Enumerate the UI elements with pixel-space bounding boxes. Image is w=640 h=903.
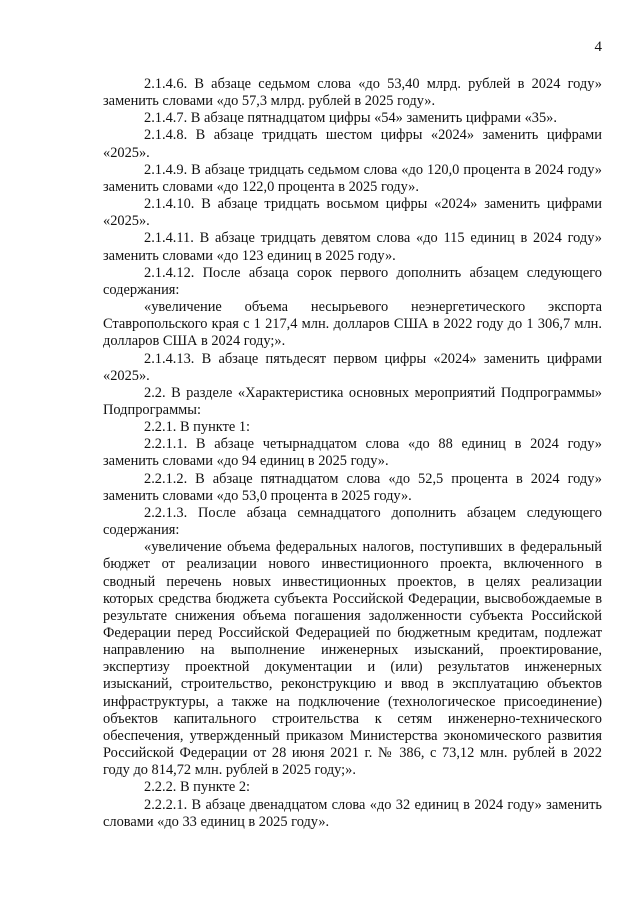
paragraph-2-1-4-10: 2.1.4.10. В абзаце тридцать восьмом цифры «2024» заменить цифрами «2025». xyxy=(103,196,602,230)
paragraph-2-1-4-12: 2.1.4.12. После абзаца сорок первого дополнить абзацем следующего содержания: xyxy=(103,264,602,298)
paragraph-2-2-1: 2.2.1. В пункте 1: xyxy=(144,419,251,436)
paragraph-2-2-1-3: 2.2.1.3. После абзаца семнадцатого дополнить абзацем следующего содержания: xyxy=(103,504,602,539)
paragraph-2-2-1-2: 2.2.1.2. В абзаце пятнадцатом слова «до 52,5 процента в 2024 году» заменить словами «до 53,0 процента в 2025 году». xyxy=(103,470,602,504)
paragraph-2-1-4-11: 2.1.4.11. В абзаце тридцать девятом слова «до 115 единиц в 2024 году» заменить словами «до 123 единиц в 2025 году». xyxy=(103,230,602,264)
document-body xyxy=(103,76,602,831)
paragraph-2-2-2-1: 2.2.2.1. В абзаце двенадцатом слова «до 32 единиц в 2024 году» заменить словами «до 33 единиц в 2025 году». xyxy=(103,796,602,830)
paragraph-2-1-4-8: 2.1.4.8. В абзаце тридцать шестом цифры «2024» заменить цифрами «2025». xyxy=(103,127,602,161)
paragraph-2-1-4-13: 2.1.4.13. В абзаце пятьдесят первом цифры «2024» заменить цифрами «2025». xyxy=(103,350,602,384)
paragraph-2-1-4-9: 2.1.4.9. В абзаце тридцать седьмом слова «до 120,0 процента в 2024 году» заменить словами «до 122,0 процента в 2025 году». xyxy=(103,161,602,195)
page-number: 4 xyxy=(594,39,602,55)
quoted-paragraph-export: «увеличение объема несырьевого неэнергетического экспорта Ставропольского края с 1 217,4 млн. долларов США в 2022 году до 1 306,7 млн. долларов США в 2024 году;». xyxy=(103,299,602,350)
paragraph-2-1-4-7: 2.1.4.7. В абзаце пятнадцатом цифры «54» заменить цифрами «35». xyxy=(144,110,557,127)
paragraph-2-2: 2.2. В разделе «Характеристика основных мероприятий Подпрограммы» Подпрограммы: xyxy=(103,384,602,418)
quoted-paragraph-federal-taxes: «увеличение объема федеральных налогов, поступивших в федеральный бюджет от реализации нового инвестиционного проекта, включенного в сводный перечень новых инвестиционных проектов, в целях реализации которых средства бюджета субъекта Российской Федерации, высвобождаемые в результате снижения объема погашения задолженности субъекта Российской Федерации перед Российской Федерацией по бюджетным кредитам, подлежат направлению на выполнение инженерных изысканий, проектирование, экспертизу проектной документации и (или) результатов инженерных изысканий, строительство, реконструкцию и ввод в эксплуатацию объектов инфраструктуры, а также на подключение (технологическое присоединение) объектов капитального строительства к сетям инженерно-технического обеспечения, утвержденный приказом Министерства экономического развития Российской Федерации от 28 июня 2021 г. № 386, с 73,12 млн. рублей в 2022 году до 814,72 млн. рублей в 2025 году;». xyxy=(103,539,602,779)
paragraph-2-2-1-1: 2.2.1.1. В абзаце четырнадцатом слова «до 88 единиц в 2024 году» заменить словами «до 94 единиц в 2025 году». xyxy=(103,436,602,470)
paragraph-2-1-4-6: 2.1.4.6. В абзаце седьмом слова «до 53,40 млрд. рублей в 2024 году» заменить словами «до 57,3 млрд. рублей в 2025 году». xyxy=(103,76,602,110)
paragraph-2-2-2: 2.2.2. В пункте 2: xyxy=(144,779,251,796)
